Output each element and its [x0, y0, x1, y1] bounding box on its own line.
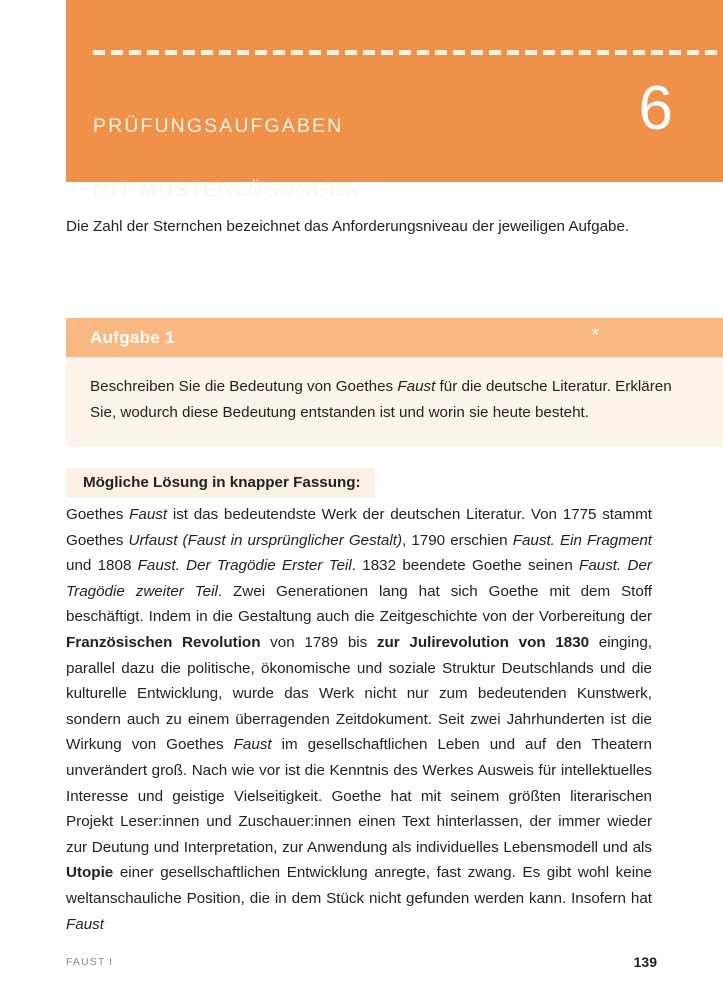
chapter-title-line-2: MIT MUSTERLÖSUNGEN — [93, 179, 362, 201]
solution-seg-3: , 1790 erschien — [402, 531, 513, 549]
work-title-faust-1: Faust — [129, 506, 168, 523]
solution-seg-7: von 1789 bis — [260, 633, 377, 651]
task-prompt-title-faust: Faust — [397, 378, 436, 395]
dashed-rule-decoration — [93, 50, 723, 55]
chapter-header-banner — [66, 0, 723, 201]
difficulty-star-rating: * — [591, 325, 603, 346]
task-prompt-text — [66, 357, 723, 446]
solution-label-container — [66, 468, 375, 498]
solution-seg-8: einging, parallel dazu die politische, ökonomische und soziale Struktur Deutschlands und die kulturelle Entwicklung, wurde das Werk nicht nur zum bedeutenden Kunstwerk, sondern auch zu einem überragenden Zeitdokument. Seit zwei Jahrhunderten ist die Wirkung von Goethes — [66, 633, 652, 754]
solution-seg-10: einer gesellschaftlichen Entwicklung anregte, fast zwang. Es gibt wohl keine weltanschauliche Position, die in dem Stück nicht gefunden werden kann. Insofern hat — [66, 864, 652, 907]
solution-seg-6: . Zwei Generationen lang hat sich Goethe mit dem Stoff beschäftigt. Indem in die Gestaltung auch die Zeitgeschichte von der Vorbereitung der — [66, 582, 653, 626]
task-prompt-segment-1: Beschreiben Sie die Bedeutung von Goethes — [90, 378, 398, 395]
task-header-bar — [66, 318, 723, 357]
work-title-tragoedie-zweiter-teil: Faust. Der Tragödie zweiter Teil — [66, 557, 652, 600]
solution-seg-1: Goethes — [66, 506, 130, 523]
keyword-franzoesische-revolution: Französischen Revolution — [66, 633, 261, 651]
solution-body-text — [66, 502, 652, 937]
work-title-faust-2: Faust — [233, 736, 272, 754]
solution-seg-9: im gesellschaftlichen Leben und auf den Theatern unverändert groß. Nach wie vor ist die Kenntnis des Werkes Ausweis für intellektuelles Interesse und geistige Vielseitigkeit. Goethe hat mit seinem größten literarischen Projekt Leser:innen und Zuschauer:innen einen Text hinterlassen, der immer wieder zur Deutung und Interpretation, zur Anwendung als individuelles Lebensmodell und als — [66, 736, 652, 856]
work-title-tragoedie-erster-teil: Faust. Der Tragödie Erster Teil — [137, 557, 352, 575]
solution-seg-5: . 1832 beendete Goethe seinen — [351, 557, 580, 575]
intro-note: Die Zahl der Sternchen bezeichnet das Anforderungsniveau der jeweiligen Aufgabe. — [66, 218, 630, 235]
solution-seg-4: und 1808 — [66, 557, 138, 575]
solution-label: Mögliche Lösung in knapper Fassung: — [66, 468, 375, 498]
chapter-title-line-1: PRÜFUNGSAUFGABEN — [93, 115, 344, 137]
task-header-label: Aufgabe 1 — [90, 327, 175, 347]
keyword-utopie: Utopie — [66, 864, 114, 882]
keyword-julirevolution: zur Julirevolution von 1830 — [376, 633, 590, 651]
page-footer — [66, 952, 657, 972]
footer-running-title: FAUST I — [66, 956, 114, 968]
task-block — [66, 318, 723, 446]
chapter-number: 6 — [638, 74, 673, 143]
task-prompt-segment-2: für die deutsche Literatur. Erklären Sie, wodurch diese Bedeutung entstanden ist und worin sie heute besteht. — [90, 378, 672, 421]
work-title-faust-ein-fragment: Faust. Ein Fragment — [512, 531, 652, 549]
footer-page-number: 139 — [633, 954, 657, 970]
solution-seg-2: ist das bedeutendste Werk der deutschen Literatur. Von 1775 stammt Goethes — [66, 506, 652, 549]
work-title-faust-3: Faust — [66, 915, 104, 933]
work-title-urfaust: Urfaust (Faust in ursprünglicher Gestalt) — [128, 531, 403, 549]
